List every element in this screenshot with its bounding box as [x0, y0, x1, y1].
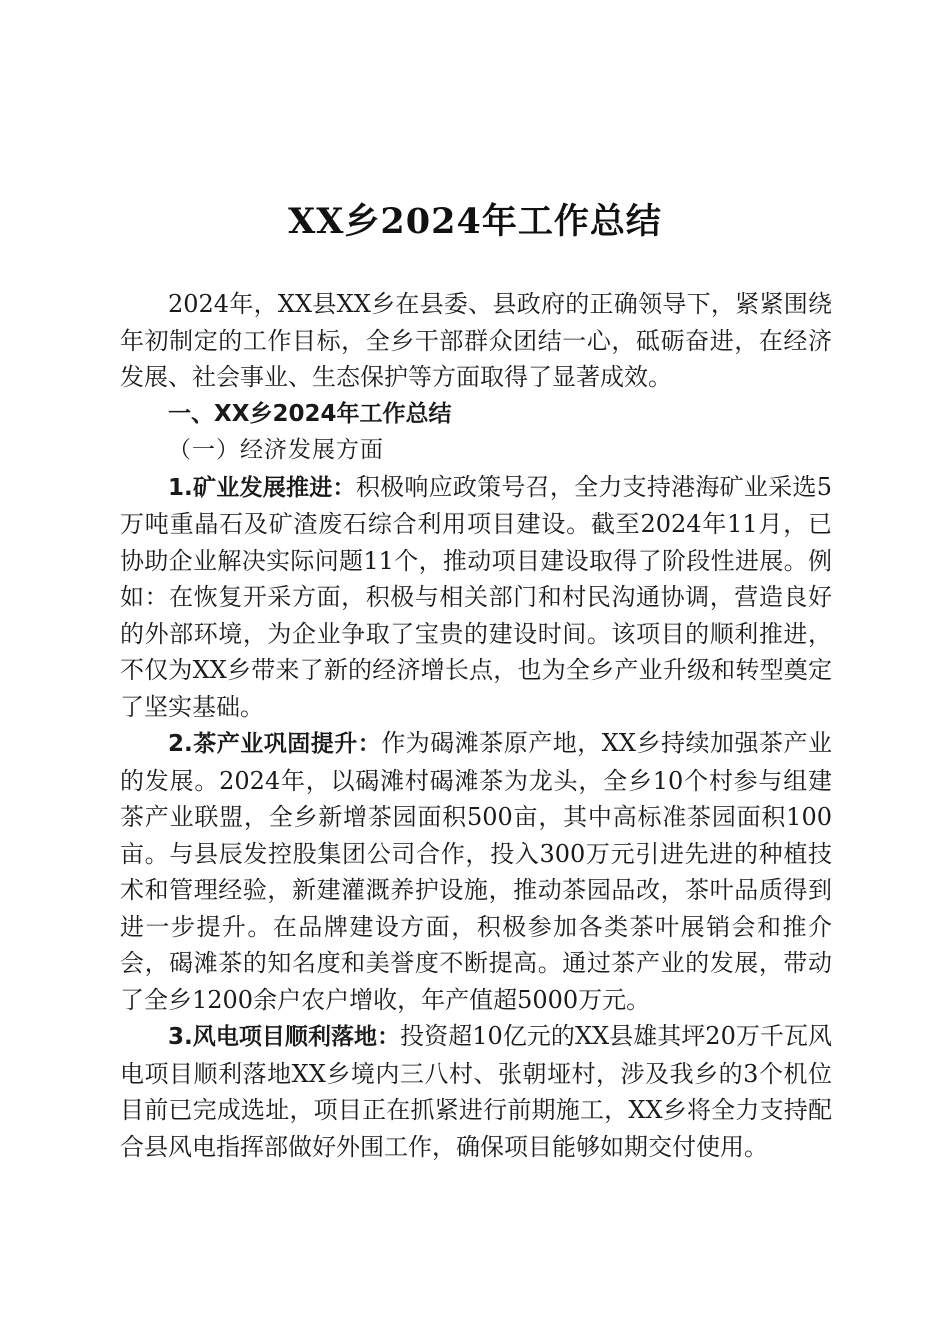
item-text: 积极响应政策号召，全力支持港海矿业采选5万吨重晶石及矿渣废石综合利用项目建设。截至2024年11月，已协助企业解决实际问题11个，推动项目建设取得了阶段性进展。例如：在恢复开采方面，积极与相关部门和村民沟通协调，营造良好的外部环境，为企业争取了宝贵的建设时间。该项目的顺利推进，不仅为XX乡带来了新的经济增长点，也为全乡产业升级和转型奠定了坚实基础。 — [120, 472, 832, 721]
item-lead: 3.风电项目顺利落地： — [168, 1024, 401, 1050]
intro-paragraph: 2024年，XX县XX乡在县委、县政府的正确领导下，紧紧围绕年初制定的工作目标，全乡干部群众团结一心，砥砺奋进，在经济发展、社会事业、生态保护等方面取得了显著成效。 — [120, 290, 832, 391]
document-title: XX乡2024年工作总结 — [288, 201, 662, 242]
item-text: 作为碣滩茶原产地，XX乡持续加强茶产业的发展。2024年，以碣滩村碣滩茶为龙头，全乡10个村参与组建茶产业联盟，全乡新增茶园面积500亩，其中高标准茶园面积100亩。与县辰发控股集团公司合作，投入300万元引进先进的种植技术和管理经验，新建灌溉养护设施，推动茶园品改，茶叶品质得到进一步提升。在品牌建设方面，积极参加各类茶叶展销会和推介会，碣滩茶的知名度和美誉度不断提高。通过茶产业的发展，带动了全乡1200余户农户增收，年产值超5000万元。 — [120, 729, 833, 1014]
item-lead: 2.茶产业巩固提升： — [168, 731, 382, 757]
item-paragraph-wind — [120, 1018, 832, 1165]
item-paragraph-mining — [120, 469, 832, 726]
item-paragraph-tea — [120, 725, 832, 1018]
document-body — [120, 286, 832, 1165]
section-heading: 一、XX乡2024年工作总结 — [168, 400, 452, 427]
item-text: 投资超10亿元的XX县雄其坪20万千瓦风电项目顺利落地XX乡境内三八村、张朝垭村，涉及我乡的3个机位目前已完成选址，项目正在抓紧进行前期施工，XX乡将全力支持配合县风电指挥部做好外围工作，确保项目能够如期交付使用。 — [120, 1022, 833, 1161]
item-lead: 1.矿业发展推进： — [168, 474, 356, 501]
subsection-heading: （一）经济发展方面 — [168, 437, 384, 463]
